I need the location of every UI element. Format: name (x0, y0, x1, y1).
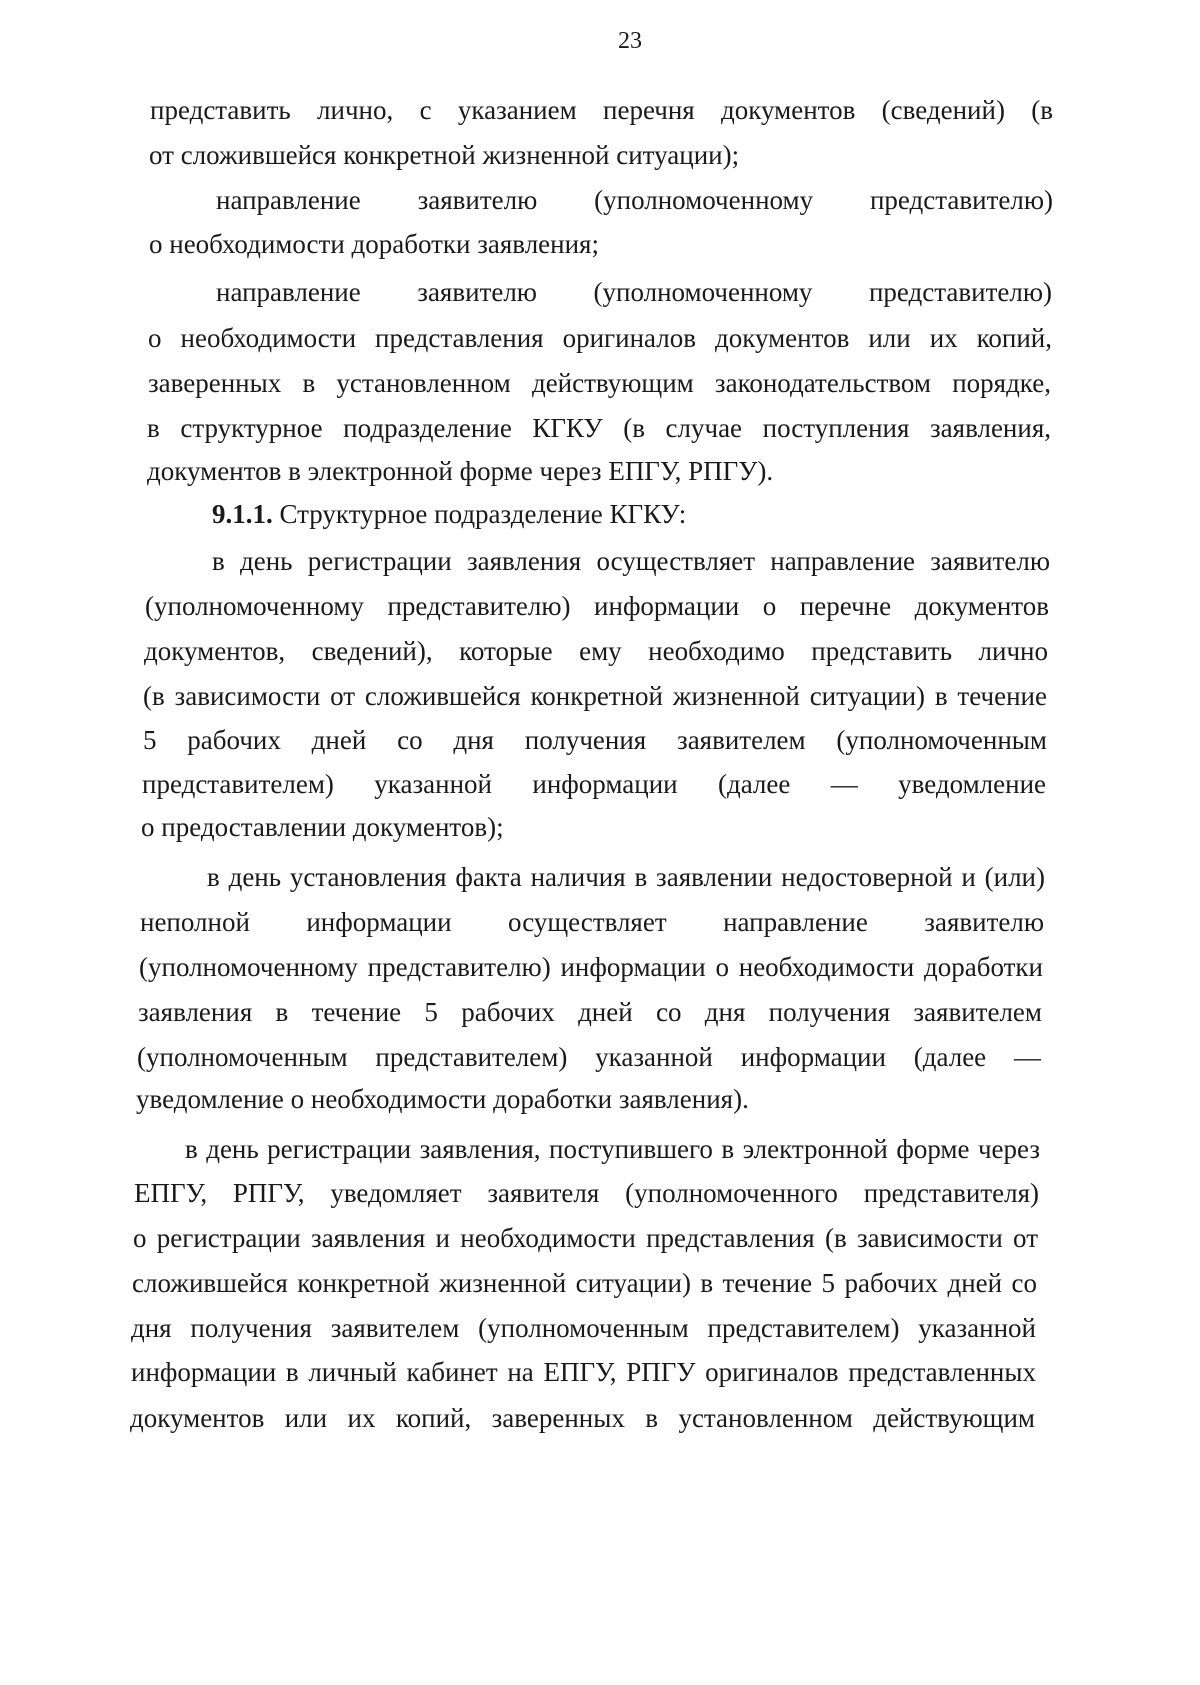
text-line: представить лично, с указанием перечня документов (сведений) (в (150, 95, 1053, 125)
text-line: заверенных в установленном действующим законодательством порядке, (148, 368, 1051, 398)
text-line: дня получения заявителем (уполномоченным представителем) указанной (131, 1313, 1036, 1343)
page-number: 23 (618, 28, 642, 54)
text-line: в день регистрации заявления осуществляет направление заявителю (212, 546, 1050, 576)
text-line: документов в электронной форме через ЕПГУ, РПГУ). (147, 456, 774, 486)
section-title: Структурное подразделение КГКУ: (272, 499, 687, 529)
text-line: от сложившейся конкретной жизненной ситуации); (149, 140, 740, 170)
text-line: ЕПГУ, РПГУ, уведомляет заявителя (уполномоченного представителя) (134, 1178, 1039, 1208)
text-line: уведомление о необходимости доработки заявления). (136, 1084, 749, 1114)
section-heading (212, 496, 686, 532)
section-number: 9.1.1. (212, 499, 273, 529)
text-line: (уполномоченным представителем) указанной информации (далее — (137, 1042, 1041, 1072)
text-line: неполной информации осуществляет направление заявителю (140, 907, 1044, 937)
text-line: (уполномоченному представителю) информации о перечне документов (145, 591, 1049, 621)
text-line: (в зависимости от сложившейся конкретной жизненной ситуации) в течение (143, 681, 1047, 711)
text-line: 5 рабочих дней со дня получения заявителем (уполномоченным (143, 725, 1047, 755)
text-line: направление заявителю (уполномоченному представителю) (216, 185, 1053, 215)
text-line: информации в личный кабинет на ЕПГУ, РПГУ оригиналов представленных (131, 1357, 1036, 1387)
text-line: направление заявителю (уполномоченному представителю) (216, 277, 1052, 307)
text-line: документов, сведений), которые ему необходимо представить лично (144, 636, 1048, 666)
text-line: заявления в течение 5 рабочих дней со дня получения заявителем (138, 997, 1042, 1027)
text-line: (уполномоченному представителю) информации о необходимости доработки (139, 952, 1043, 982)
text-line: в день регистрации заявления, поступившего в электронной форме через (185, 1134, 1040, 1164)
text-line: в день установления факта наличия в заявлении недостоверной и (или) (207, 862, 1045, 892)
text-line: о регистрации заявления и необходимости представления (в зависимости от (133, 1223, 1038, 1253)
text-line: сложившейся конкретной жизненной ситуации) в течение 5 рабочих дней со (132, 1268, 1037, 1298)
text-line: о необходимости доработки заявления; (149, 229, 599, 259)
text-line: о предоставлении документов); (141, 812, 504, 842)
text-line: документов или их копий, заверенных в установленном действующим (130, 1403, 1035, 1433)
text-line: о необходимости представления оригиналов документов или их копий, (148, 323, 1052, 353)
text-line: в структурное подразделение КГКУ (в случае поступления заявления, (147, 413, 1051, 443)
text-line: представителем) указанной информации (далее — уведомление (142, 769, 1046, 799)
